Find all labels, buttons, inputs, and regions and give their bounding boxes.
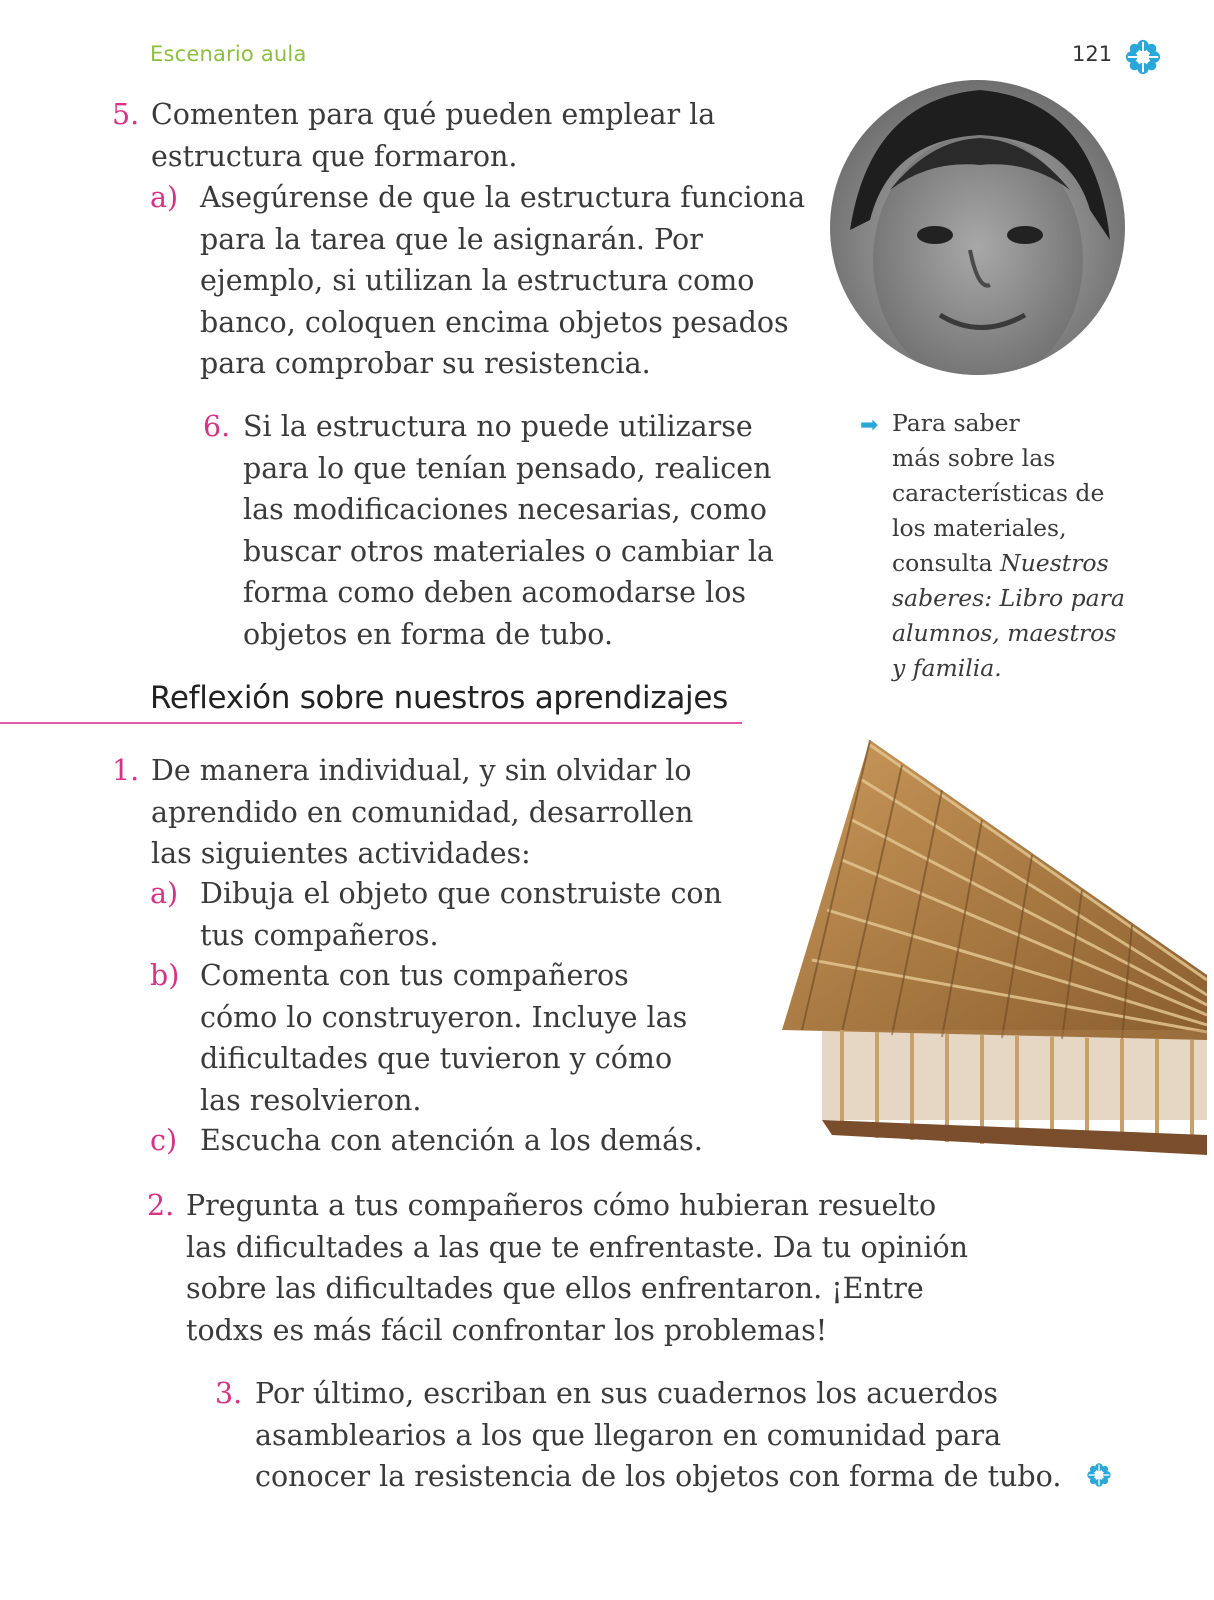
side-note-line	[892, 546, 1162, 581]
arrow-right-icon: ➡	[860, 413, 879, 438]
list-marker: 3.	[215, 1377, 243, 1410]
page-number: 121	[1072, 42, 1113, 66]
side-note-line: los materiales,	[892, 514, 1067, 542]
text-line: objetos en forma de tubo.	[243, 617, 614, 651]
text-line: sobre las dificultades que ellos enfrentaron. ¡Entre	[186, 1272, 924, 1305]
text-line: las resolvieron.	[200, 1083, 422, 1117]
book-title: alumnos, maestros	[892, 619, 1117, 647]
text-line: Escucha con atención a los demás.	[200, 1124, 703, 1157]
text-line: buscar otros materiales o cambiar la	[243, 534, 775, 568]
book-title: saberes: Libro para	[892, 584, 1125, 612]
text-line: aprendido en comunidad, desarrollen	[151, 795, 694, 829]
text-line: para lo que tenían pensado, realicen	[243, 451, 772, 485]
flower-logo-icon	[1124, 38, 1162, 76]
text-line: cómo lo construyeron. Incluye las	[200, 1000, 688, 1034]
text-line: Pregunta a tus compañeros cómo hubieran resuelto	[186, 1189, 937, 1222]
section-divider	[0, 722, 742, 724]
end-flower-icon	[1086, 1462, 1112, 1488]
side-note-line	[892, 651, 1162, 686]
section-label: Escenario aula	[150, 42, 307, 66]
side-note-line	[892, 616, 1162, 651]
text-line: para la tarea que le asignarán. Por	[200, 222, 703, 256]
side-note	[860, 406, 1160, 686]
text-line: De manera individual, y sin olvidar lo	[151, 754, 692, 787]
side-note-line: más sobre las	[892, 444, 1056, 472]
text-line: banco, coloquen encima objetos pesados	[200, 305, 789, 339]
text-line: las modificaciones necesarias, como	[243, 493, 767, 526]
text-line: dificultades que tuvieron y cómo	[200, 1042, 673, 1075]
list-marker: 2.	[147, 1189, 175, 1222]
text-line: las siguientes actividades:	[151, 837, 531, 870]
text-line: Por último, escriban en sus cuadernos los acuerdos	[255, 1377, 999, 1410]
text-line: Dibuja el objeto que construiste con	[200, 877, 722, 910]
book-title: y familia.	[892, 654, 1002, 682]
text-span: conocer la resistencia de los objetos con forma de tubo.	[255, 1460, 1062, 1493]
list-marker: 6.	[203, 410, 231, 443]
list-marker: 1.	[112, 754, 140, 787]
side-note-text: consulta	[892, 549, 1001, 577]
text-line: forma como deben acomodarse los	[243, 576, 747, 609]
list-marker: 5.	[112, 98, 140, 131]
text-line	[255, 1456, 1061, 1498]
text-line: Comenta con tus compañeros	[200, 959, 629, 992]
side-note-line: Para saber	[892, 409, 1020, 437]
side-note-line	[892, 581, 1162, 616]
side-note-line: características de	[892, 479, 1105, 507]
text-line: Si la estructura no puede utilizarse	[243, 410, 753, 443]
text-line: Asegúrense de que la estructura funciona	[200, 181, 806, 214]
book-title: Nuestros	[1000, 549, 1109, 577]
list-marker: a)	[150, 181, 179, 214]
section-heading: Reflexión sobre nuestros aprendizajes	[150, 680, 728, 716]
text-line: tus compañeros.	[200, 918, 439, 952]
text-line: ejemplo, si utilizan la estructura como	[200, 264, 755, 297]
list-marker: a)	[150, 877, 179, 910]
bamboo-structure-photo	[782, 740, 1207, 1155]
list-marker: b)	[150, 959, 180, 992]
text-line: todxs es más fácil confrontar los problemas!	[186, 1313, 828, 1347]
girl-portrait-photo	[830, 80, 1125, 375]
list-marker: c)	[150, 1124, 178, 1157]
text-line: Comenten para qué pueden emplear la	[151, 98, 716, 131]
text-line: las dificultades a las que te enfrentaste. Da tu opinión	[186, 1230, 968, 1264]
text-line: asamblearios a los que llegaron en comunidad para	[255, 1418, 1002, 1452]
text-line: estructura que formaron.	[151, 139, 518, 173]
text-line: para comprobar su resistencia.	[200, 347, 651, 380]
